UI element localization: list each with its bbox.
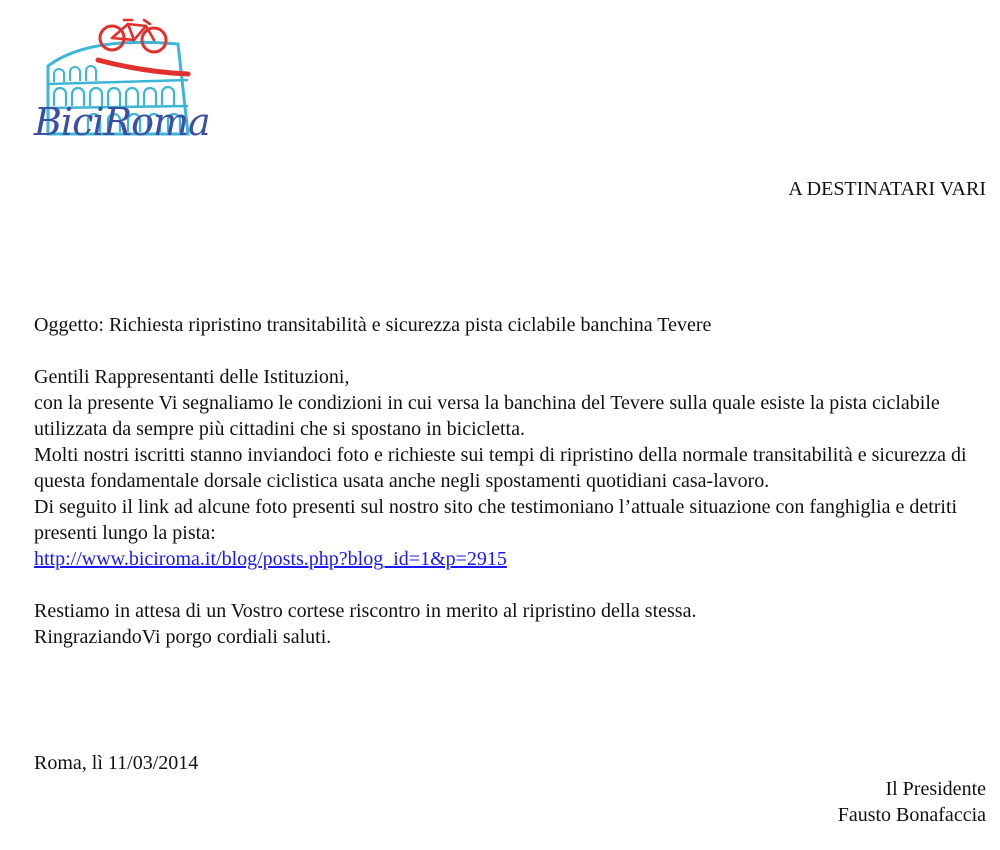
paragraph-conditions: con la presente Vi segnaliamo le condizioni in cui versa la banchina del Tevere sulla quale esiste la pista ciclabile utilizzata da sempre più cittadini che si spostano in bicicletta. bbox=[34, 392, 940, 440]
closing-request: Restiamo in attesa di un Vostro cortese riscontro in merito al ripristino della stessa. bbox=[34, 600, 697, 622]
logo-text: BiciRoma bbox=[34, 100, 210, 144]
paragraph-photos: Di seguito il link ad alcune foto presenti sul nostro sito che testimoniano l’attuale situazione con fanghiglia e detriti presenti lungo la pista: bbox=[34, 496, 958, 544]
spacer bbox=[34, 338, 994, 364]
salutation: Gentili Rappresentanti delle Istituzioni, bbox=[34, 366, 350, 388]
signer-name: Fausto Bonafaccia bbox=[837, 804, 986, 826]
signature-block bbox=[838, 776, 986, 828]
letter-body bbox=[34, 312, 994, 650]
photos-link[interactable]: http://www.biciroma.it/blog/posts.php?blog_id=1&p=2915 bbox=[34, 548, 507, 570]
date-line: Roma, lì 11/03/2014 bbox=[34, 752, 199, 774]
recipient-line: A DESTINATARI VARI bbox=[788, 178, 986, 200]
link-line bbox=[34, 546, 994, 572]
closing-greeting: RingraziandoVi porgo cordiali saluti. bbox=[34, 626, 332, 648]
subject-line: Oggetto: Richiesta ripristino transitabilità e sicurezza pista ciclabile banchina Tevere bbox=[34, 314, 712, 336]
signer-title: Il Presidente bbox=[885, 778, 986, 800]
biciroma-logo bbox=[28, 14, 210, 150]
paragraph-members: Molti nostri iscritti stanno inviandoci foto e richieste sui tempi di ripristino della normale transitabilità e sicurezza di questa fondamentale dorsale ciclistica usata anche negli spostamenti quotidiani casa-lavoro. bbox=[34, 444, 967, 492]
spacer bbox=[34, 572, 994, 598]
